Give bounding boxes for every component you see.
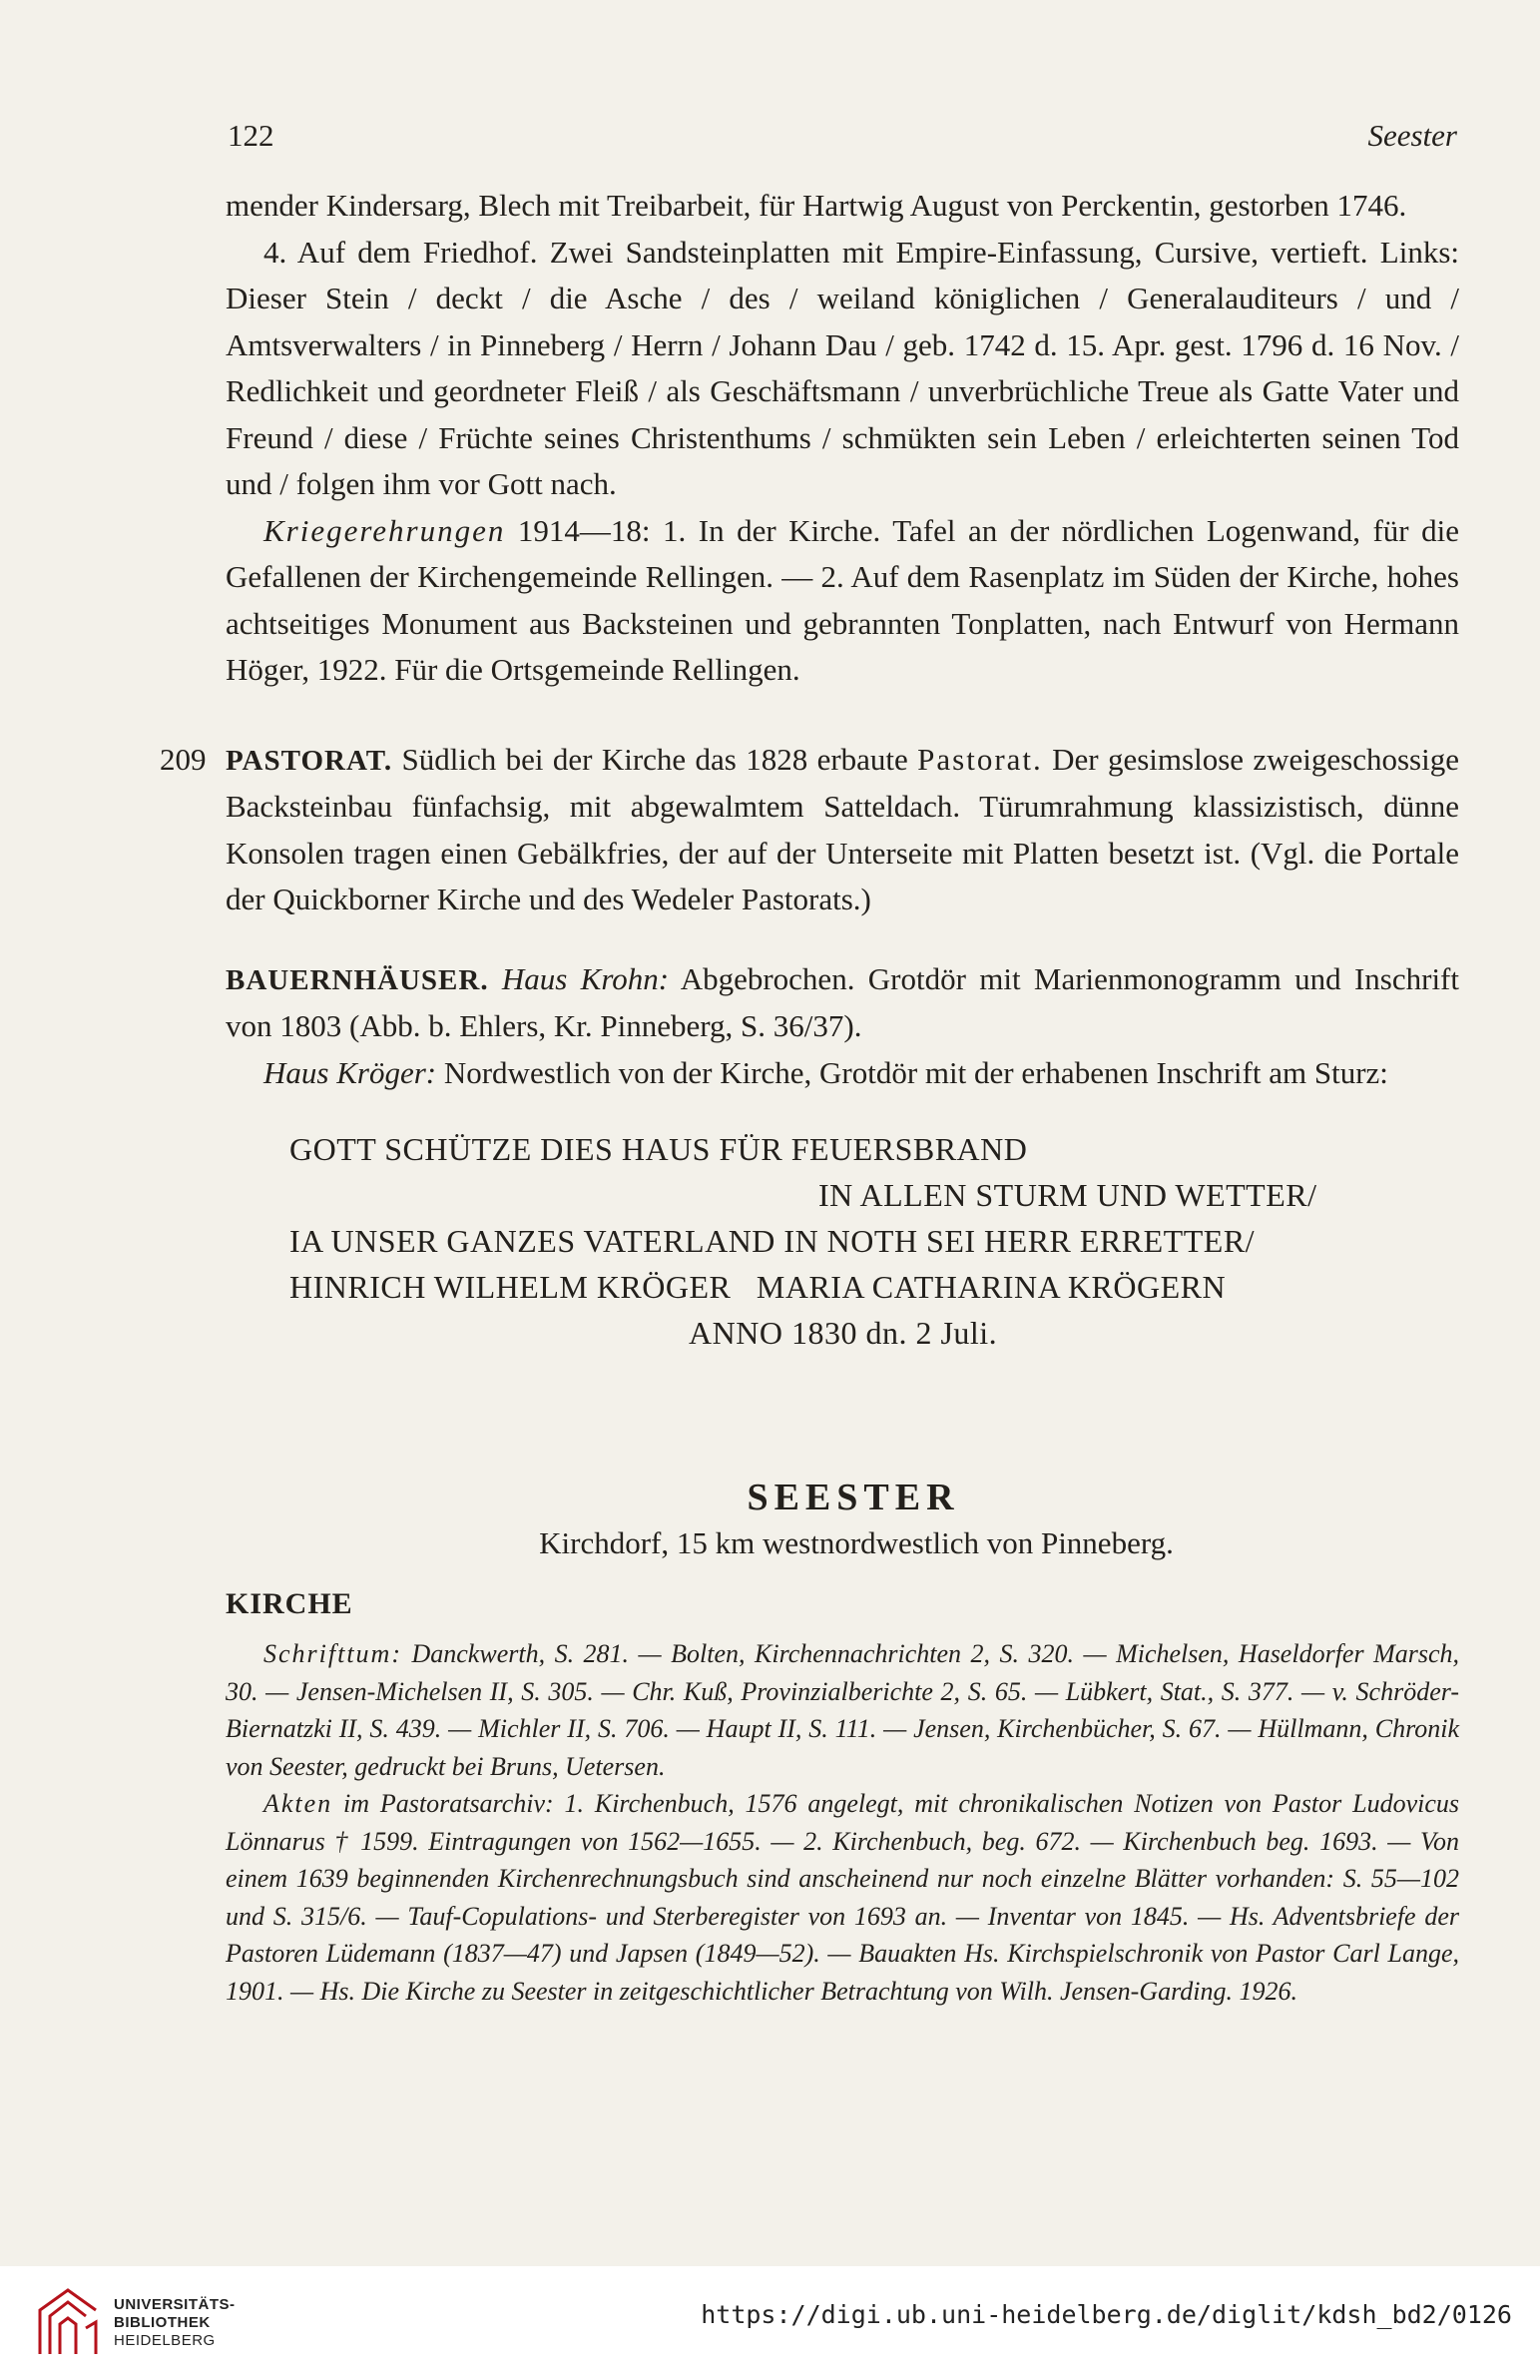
bibliography-schrifttum	[226, 1635, 1459, 1785]
page-header	[228, 118, 1457, 158]
paragraph-haus-kroeger	[226, 1050, 1459, 1097]
subsection-heading: KIRCHE	[226, 1587, 353, 1620]
page-body	[160, 183, 1459, 2010]
pastorat-text-a: Südlich bei der Kirche das 1828 erbaute	[392, 741, 918, 777]
margin-number: 209	[160, 741, 207, 777]
inscription-line: ANNO 1830 dn. 2 Juli.	[689, 1315, 998, 1351]
schrifttum-text: Danckwerth, S. 281. — Bolten, Kirchennachrichten 2, S. 320. — Michelsen, Haseldorfer Marsch, 30. — Jensen-Michelsen II, S. 305. — Chr. Kuß, Provinzialberichte 2, S. 65. — Lübkert, Stat., S. 377. — v. Schröder-Biernatzki II, S. 439. — Michler II, S. 706. — Haupt II, S. 111. — Jensen, Kirchenbücher, S. 67. — Hüllmann, Chronik von Seester, gedruckt bei Bruns, Uetersen.	[226, 1639, 1459, 1781]
bauernhaeuser-text: Abgebrochen. Grotdör mit Marienmonogramm und Inschrift von 1803 (Abb. b. Ehlers, Kr. Pinneberg, S. 36/37).	[226, 960, 1459, 1043]
paragraph-bauernhaeuser	[226, 956, 1459, 1050]
pastorat-heading: PASTORAT.	[226, 744, 393, 777]
section-title: SEESTER	[747, 1477, 960, 1518]
paragraph-pastorat	[160, 737, 1459, 923]
library-name-line: HEIDELBERG	[114, 2332, 216, 2349]
paragraph-kriegerehrungen	[226, 508, 1459, 694]
inscription-line: GOTT SCHÜTZE DIES HAUS FÜR FEUERSBRAND	[289, 1131, 1028, 1167]
inscription-line: HINRICH WILHELM KRÖGER MARIA CATHARINA KRÖGERN	[289, 1269, 1227, 1305]
page-number: 122	[228, 118, 274, 153]
bibliography	[226, 1635, 1459, 2010]
permalink-url[interactable]: https://digi.ub.uni-heidelberg.de/diglit/kdsh_bd2/0126	[701, 2300, 1512, 2329]
akten-lead: Akten	[263, 1789, 333, 1818]
pastorat-text-b: Der gesimslose zweigeschossige Backsteinbau fünfachsig, mit abgewalmtem Satteldach. Türumrahmung klassizistisch, dünne Konsolen tragen einen Gebälkfries, der auf der Unterseite mit Platten besetzt ist. (Vgl. die Portale der Quickborner Kirche und des Wedeler Pastorats.)	[226, 741, 1459, 916]
bauernhaeuser-heading: BAUERNHÄUSER.	[226, 963, 489, 996]
section-subtitle: Kirchdorf, 15 km westnordwestlich von Pinneberg.	[539, 1525, 1174, 1560]
library-logo-icon[interactable]	[34, 2284, 102, 2356]
inscription-line: IN ALLEN STURM UND WETTER/	[818, 1177, 1317, 1213]
paragraph-friedhof: 4. Auf dem Friedhof. Zwei Sandsteinplatten mit Empire-Einfassung, Cursive, vertieft. Links: Dieser Stein / deckt / die Asche / des / weiland königlichen / Generalauditeurs / und / Amtsverwalters / in Pinneberg / Herrn / Johann Dau / geb. 1742 d. 15. Apr. gest. 1796 d. 16 Nov. / Redlichkeit und geordneter Fleiß / als Geschäftsmann / unverbrüchliche Treue als Gatte Vater und Freund / diese / Früchte seines Christenthums / schmükten sein Leben / erleichterten seinen Tod und / folgen ihm vor Gott nach.	[226, 234, 1459, 501]
inscription-block	[226, 1126, 1459, 1356]
inscription-line: IA UNSER GANZES VATERLAND IN NOTH SEI HERR ERRETTER/	[289, 1223, 1256, 1259]
running-title: Seester	[1367, 118, 1457, 153]
bibliography-akten	[226, 1785, 1459, 2010]
haus-kroeger-label: Haus Kröger:	[263, 1054, 437, 1090]
akten-text: im Pastoratsarchiv: 1. Kirchenbuch, 1576 angelegt, mit chronikalischen Notizen von Pastor Ludovicus Lönnarus † 1599. Eintragungen von 1562—1655. — 2. Kirchenbuch, beg. 672. — Kirchenbuch beg. 1693. — Von einem 1639 beginnenden Kirchenrechnungsbuch sind anscheinend nur noch einzelne Blätter vorhanden: S. 55—102 und S. 315/6. — Tauf-Copulations- und Sterberegister von 1693 an. — Inventar von 1845. — Hs. Adventsbriefe der Pastoren Lüdemann (1837—47) und Japsen (1849—52). — Bauakten Hs. Kirchspielschronik von Pastor Carl Lange, 1901. — Hs. Die Kirche zu Seester in zeitgeschichtlicher Betrachtung von Wilh. Jensen-Garding. 1926.	[226, 1789, 1459, 2006]
pastorat-spaced: Pastorat.	[917, 741, 1043, 777]
schrifttum-lead: Schrifttum:	[263, 1639, 402, 1668]
haus-kroeger-text: Nordwestlich von der Kirche, Grotdör mit der erhabenen Inschrift am Sturz:	[436, 1054, 1388, 1090]
haus-krohn-label: Haus Krohn:	[488, 960, 670, 996]
kriegerehrungen-lead: Kriegerehrungen	[263, 512, 506, 548]
kriegerehrungen-text: 1914—18: 1. In der Kirche. Tafel an der nördlichen Logenwand, für die Gefallenen der Kirchengemeinde Rellingen. — 2. Auf dem Rasenplatz im Süden der Kirche, hohes achtseitiges Monument aus Backsteinen und gebrannten Tonplatten, nach Entwurf von Hermann Höger, 1922. Für die Ortsgemeinde Rellingen.	[226, 512, 1459, 687]
library-name-line: UNIVERSITÄTS-	[114, 2296, 236, 2313]
paragraph-kindersarg: mender Kindersarg, Blech mit Treibarbeit, für Hartwig August von Perckentin, gestorben 1746.	[226, 188, 1407, 223]
library-name	[114, 2296, 236, 2350]
viewer-footer	[0, 2266, 1540, 2380]
library-name-line: BIBLIOTHEK	[114, 2314, 211, 2331]
